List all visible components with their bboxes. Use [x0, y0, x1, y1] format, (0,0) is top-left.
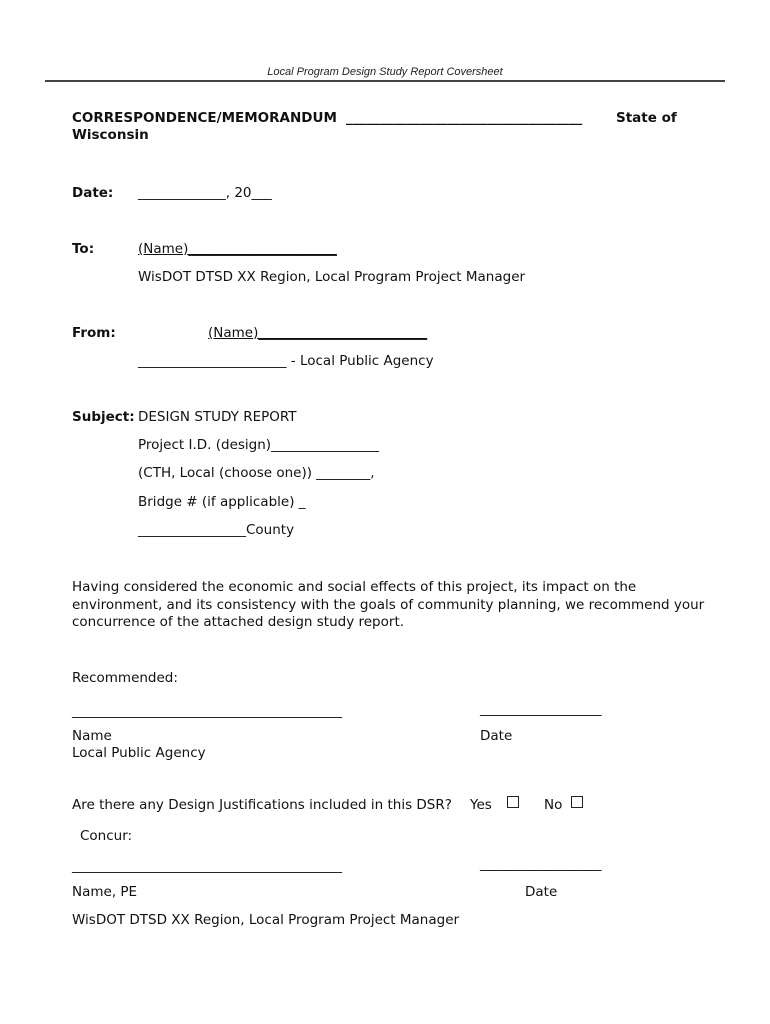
concur-date-line[interactable]: __________________	[480, 856, 602, 872]
yes-checkbox[interactable]	[507, 796, 519, 808]
to-name-field[interactable]	[138, 241, 337, 258]
bridge-field[interactable]: Bridge # (if applicable) _	[138, 494, 306, 510]
recommended-signature-line[interactable]: ________________________________________	[72, 703, 342, 719]
state-of-label: State of	[616, 110, 677, 126]
recommended-agency-label: Local Public Agency	[72, 745, 206, 761]
from-agency-field[interactable]: ______________________ - Local Public Agency	[138, 353, 434, 369]
no-checkbox[interactable]	[571, 796, 583, 808]
county-field[interactable]: ________________County	[138, 522, 295, 538]
no-label: No	[544, 797, 563, 813]
subject-label: Subject:	[72, 409, 135, 425]
concur-title: WisDOT DTSD XX Region, Local Program Project Manager	[72, 912, 460, 928]
wisconsin-label: Wisconsin	[72, 127, 149, 143]
project-id-field[interactable]: Project I.D. (design)________________	[138, 437, 380, 453]
to-title: WisDOT DTSD XX Region, Local Program Project Manager	[138, 269, 526, 285]
concur-name-label: Name, PE	[72, 884, 138, 900]
header-rule	[45, 80, 725, 82]
yes-label: Yes	[470, 797, 492, 813]
to-name-text: (Name)	[138, 241, 189, 257]
from-label: From:	[72, 325, 116, 341]
body-paragraph: Having considered the economic and social effects of this project, its impact on the environment, and its consistency with the goals of community planning, we recommend your concurrence of the attached design study report.	[72, 579, 705, 630]
concur-date-label: Date	[525, 884, 558, 900]
recommended-date-line[interactable]: __________________	[480, 701, 602, 717]
concur-label: Concur:	[80, 828, 133, 844]
date-field[interactable]: _____________, 20___	[138, 185, 272, 201]
design-justification-question: Are there any Design Justifications included in this DSR?	[72, 797, 452, 813]
correspondence-line: ___________________________________	[346, 110, 583, 126]
document-header-title: Local Program Design Study Report Coversheet	[267, 66, 503, 78]
to-label: To:	[72, 241, 95, 257]
subject-title: DESIGN STUDY REPORT	[138, 409, 297, 425]
correspondence-label: CORRESPONDENCE/MEMORANDUM	[72, 110, 337, 126]
to-name-line: ______________________	[188, 241, 337, 257]
from-name-field[interactable]	[208, 325, 427, 342]
from-name-text: (Name)	[208, 325, 259, 341]
date-label: Date:	[72, 185, 114, 201]
road-type-field[interactable]: (CTH, Local (choose one)) ________,	[138, 465, 375, 481]
from-name-line: _________________________	[258, 325, 428, 341]
recommended-date-label: Date	[480, 728, 513, 744]
concur-signature-line[interactable]: ________________________________________	[72, 858, 342, 874]
recommended-label: Recommended:	[72, 670, 178, 686]
recommended-name-label: Name	[72, 728, 112, 744]
